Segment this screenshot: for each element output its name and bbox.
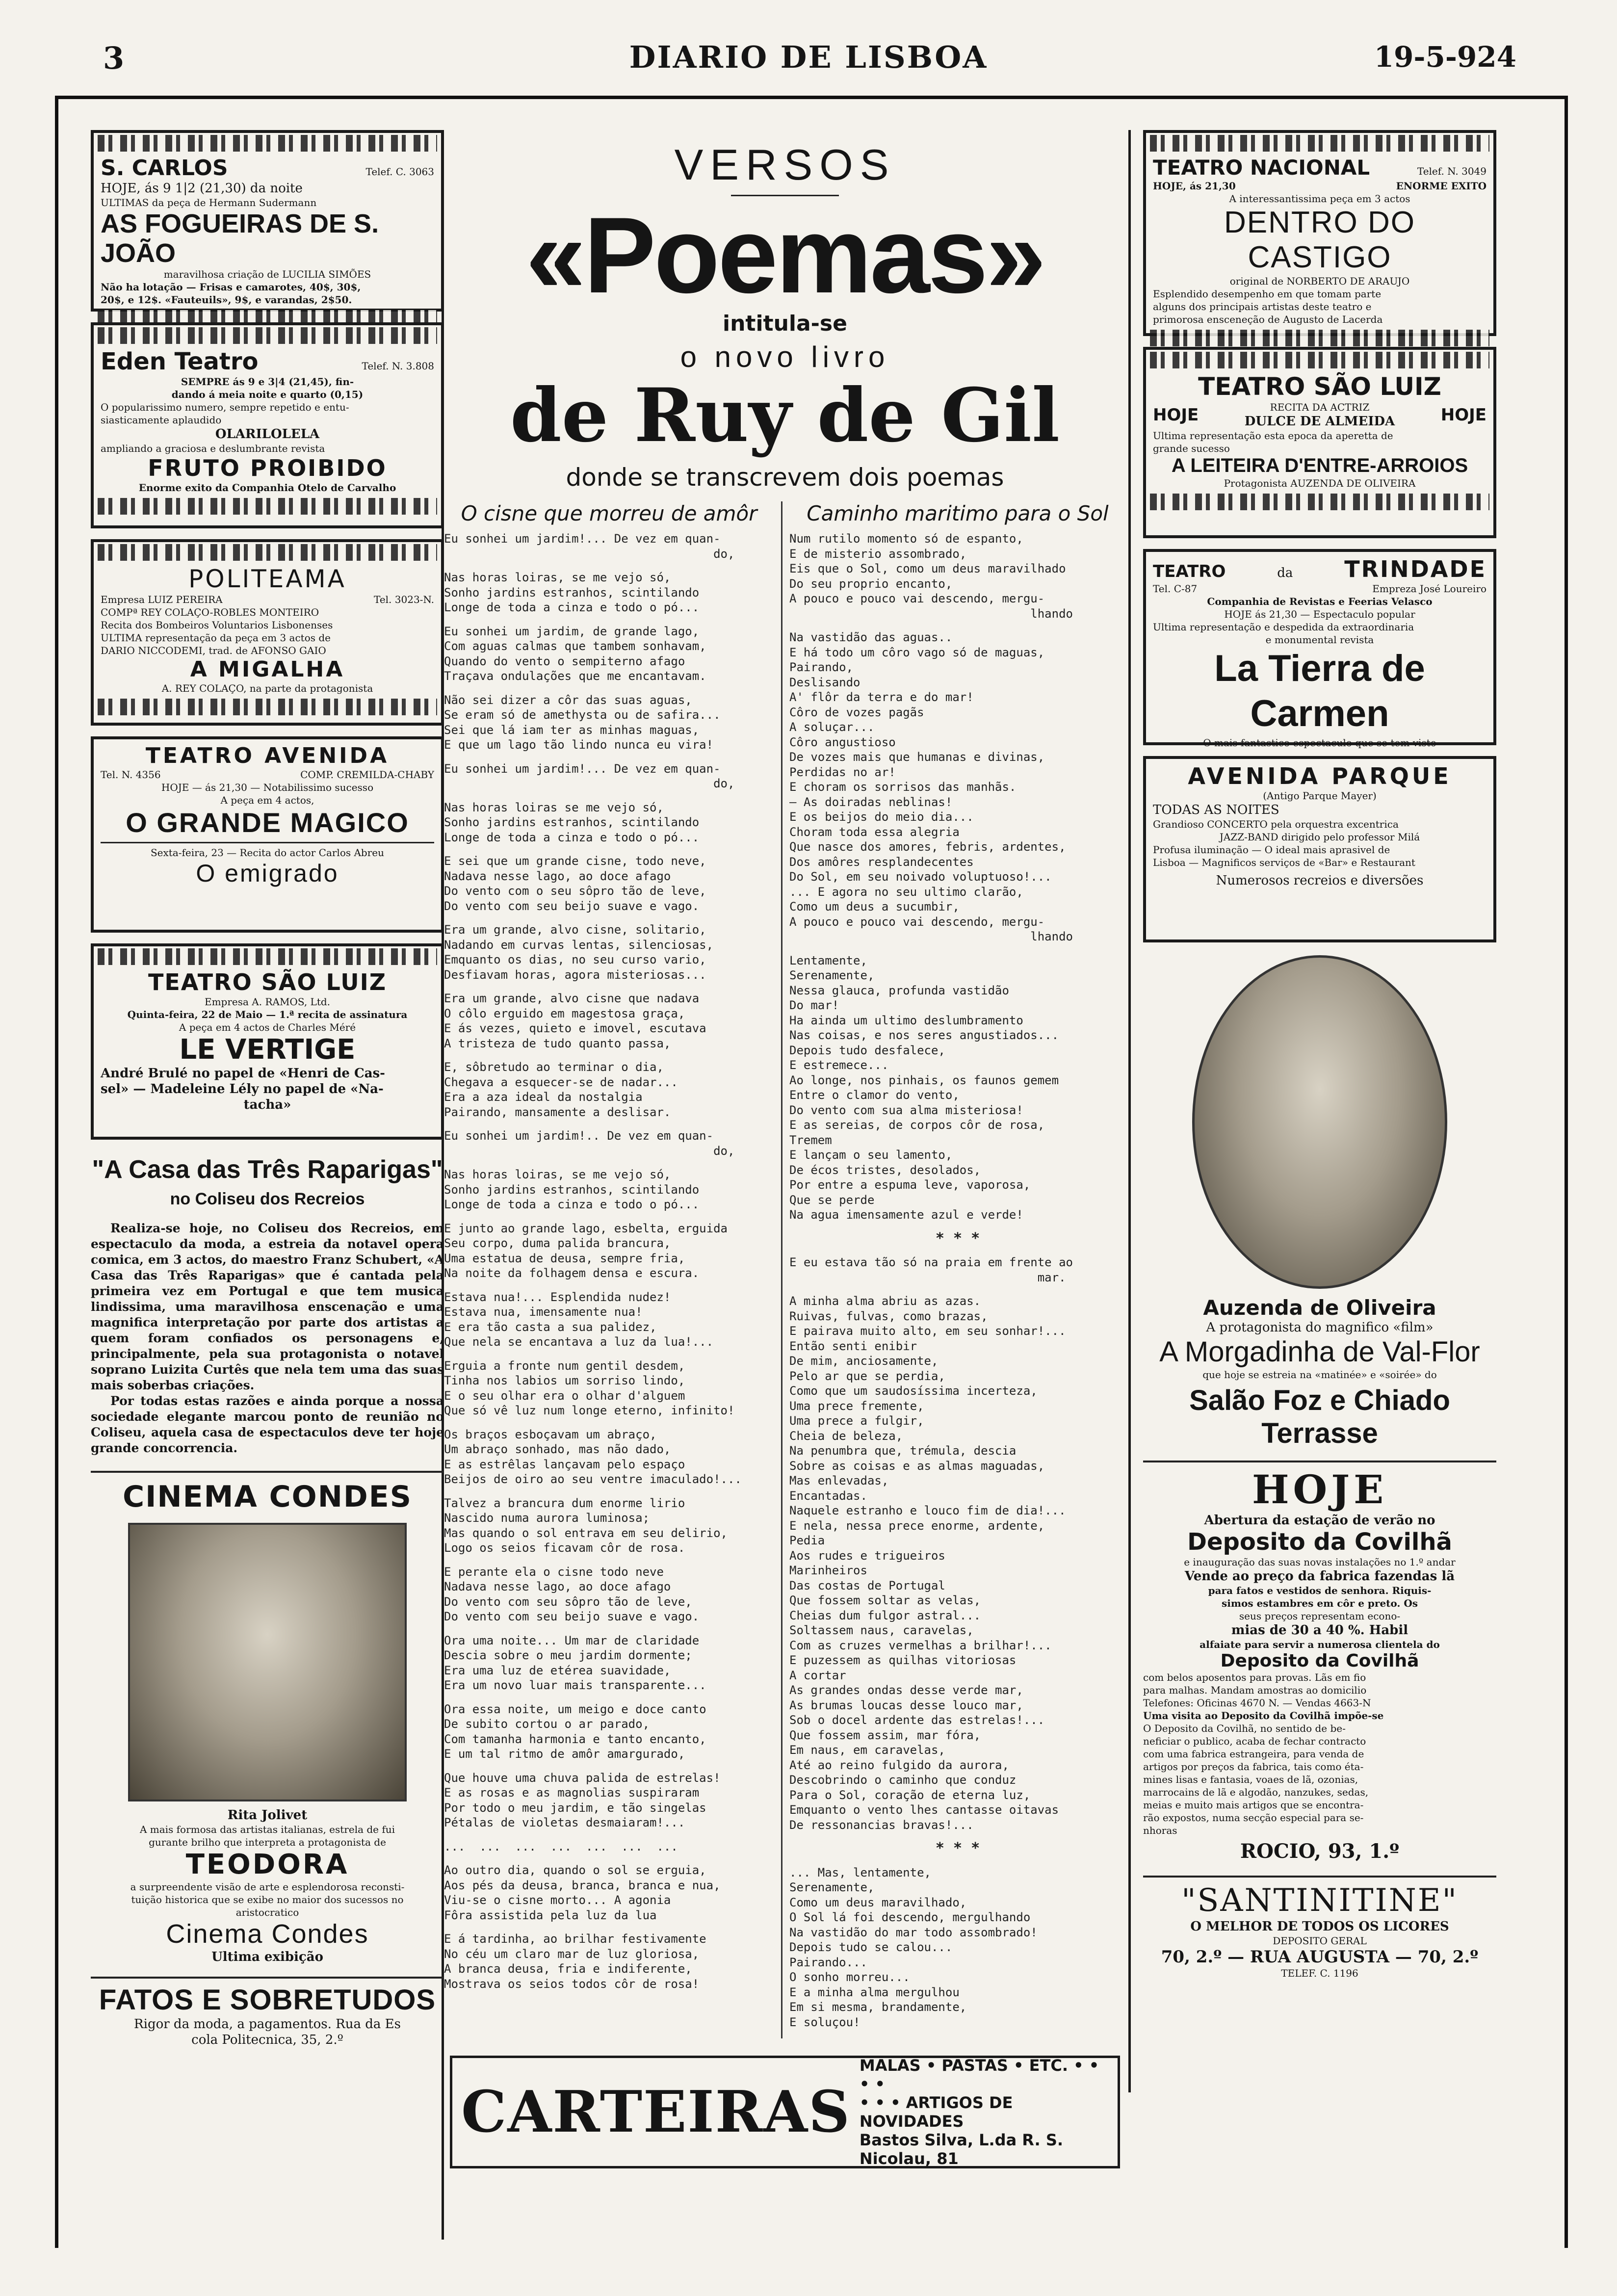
- ad-text: com uma fabrica estrangeira, para venda de: [1143, 1748, 1364, 1760]
- theatre-name: TEATRO: [1153, 562, 1226, 581]
- poem-stanza: Nas horas loiras, se me vejo só, Sonho jardins estranhos, scintilando Longe de toda a cinza e todo o pó...: [444, 1168, 700, 1211]
- actress-photo: [128, 1523, 407, 1801]
- ad-text: tuição historica que se exibe no maior dos sucessos no: [131, 1894, 404, 1905]
- store-name: Deposito da Covilhã: [1220, 1651, 1419, 1671]
- ad-text: dando á meia noite e quarto (0,15): [171, 389, 364, 400]
- poem-stanza: Eu sonhei um jardim!... De vez em quan- do,: [444, 532, 735, 561]
- ad-text: COMPª REY COLAÇO-ROBLES MONTEIRO: [101, 606, 319, 618]
- poem-stanza: E sei que um grande cisne, todo neve, Nadava nesse lago, ao doce afago Do vento com o seu sôpro tão de leve, Do vento com seu beijo suave e vago.: [444, 854, 706, 913]
- decorative-border: [98, 327, 437, 344]
- decorative-border: [1150, 494, 1489, 510]
- ad-text: HOJE ás 21,30 — Espectaculo popular: [1224, 608, 1415, 620]
- ad-heading: HOJE: [1252, 1466, 1388, 1513]
- theatre-name: TEATRO AVENIDA: [145, 743, 390, 768]
- ad-text: Esplendido desempenho em que tomam parte: [1153, 288, 1382, 300]
- ad-text: para malhas. Mandam amostras ao domicilio: [1143, 1684, 1367, 1696]
- ad-text: TODAS AS NOITES: [1153, 803, 1279, 817]
- ad-text: TELEF. C. 1196: [1281, 1967, 1358, 1979]
- article-paragraph: Por todas estas razões e ainda porque a nossa sociedade elegante marcou ponto de reunião no Coliseu, aquela casa de espectaculos deve ter hoje grande concorrencia.: [91, 1394, 444, 1455]
- ad-text: O popularissimo numero, sempre repetido e entu-: [101, 401, 349, 413]
- poem-title: O cisne que morreu de amôr: [461, 501, 757, 525]
- phone: Tel. N. 4356: [101, 769, 161, 781]
- venue-name: AVENIDA PARQUE: [1188, 763, 1452, 789]
- phone: Telef. C. 3063: [365, 166, 434, 178]
- book-title: «Poemas»: [525, 195, 1044, 315]
- ad-text: Ultima representação e despedida da extraordinaria: [1153, 621, 1414, 633]
- play-title: LE VERTIGE: [179, 1034, 356, 1066]
- poem-stanza: Ora uma noite... Um mar de claridade Descia sobre o meu jardim dormente; Era uma luz de etérea suavidade, Era um novo luar mais transparente...: [444, 1633, 706, 1692]
- section-heading: VERSOS: [674, 140, 896, 189]
- showtime: HOJE, ás 9 1|2 (21,30) da noite: [101, 181, 303, 196]
- poems-area: [444, 501, 1126, 2038]
- article-paragraph: Realiza-se hoje, no Coliseu dos Recreios, em espectaculo da moda, a estreia da notavel opera comica, em 3 actos, do maestro Franz Schubert, «A Casa das Três Raparigas» que é cantada pela primeira vez em Portugal e que tem musica lindissima, uma maravilhosa enscenação e uma magnifica interpretação por parte dos artistas a quem foram confiados os personagens e, principalmente, pela sua protagonista o notavel soprano Luizita Curtês que nela tem uma das suas mais soberbas criações.: [91, 1221, 444, 1392]
- poem-stanza: Eu sonhei um jardim!.. De vez em quan- do,: [444, 1129, 735, 1158]
- ad-text: A. REY COLAÇO, na parte da protagonista: [161, 682, 373, 694]
- ad-text: SEMPRE ás 9 e 3|4 (21,45), fin-: [181, 376, 354, 388]
- poem-body: [789, 531, 1126, 2030]
- ad-text: Abertura da estação de verão no: [1204, 1513, 1435, 1528]
- ad-text: Quinta-feira, 22 de Maio — 1.ª recita de assinatura: [127, 1009, 408, 1020]
- ad-text: A protagonista do magnifico «film»: [1206, 1320, 1434, 1335]
- ad-text: cola Politecnica, 35, 2.º: [191, 2033, 343, 2047]
- poem-stanza: Ora essa noite, um meigo e doce canto De subito cortou o ar parado, Com tamanha harmonia e tanto encanto, E um tal ritmo de amôr amargurado,: [444, 1702, 706, 1761]
- ad-text: artigos por preços da fabrica, tais como éta-: [1143, 1761, 1364, 1773]
- poem-stanza: * * *: [935, 1229, 980, 1247]
- ad-text: A interessantissima peça em 3 actos: [1229, 193, 1410, 205]
- poem-body: [444, 531, 774, 1991]
- poem-stanza: A minha alma abriu as azas. Ruivas, fulvas, como brazas, E pairava muito alto, em seu sonhar!... Então senti enibir De mim, anciosamente, Pelo ar que se perdia, Como que um saudosíssima incerteza, Uma prece fremente, Uma prece a fulgir, Cheia de beleza, Na penumbra que, trémula, descia Sobre as coisas e as almas maguadas, Mas enlevadas, Encantadas. Naquele estranho e louco fim de dia!... E nela, nessa prece enorme, ardente, Pedia Aos rudes e trigueiros Marinheiros Das costas de Portugal Que fossem soltar as velas, Cheias dum fulgor astral... Soltassem naus, caravelas, Com as cruzes vermelhas a brilhar!... E puzessem as quilhas vitoriosas A cortar As grandes ondas desse verde mar, As brumas loucas desse louco mar, Sob o docel ardente das estrelas!... Que fossem assim, mar fóra, Em naus, em caravelas, Até ao reino fulgido da aurora, Descobrindo o caminho que conduz Para o Sol, coração de eterna luz, Emquanto o vento lhes cantasse oitavas De ressonancias bravas!...: [789, 1294, 1066, 1832]
- subtitle: o novo livro: [680, 340, 890, 373]
- ad-text: mias de 30 a 40 %. Habil: [1231, 1623, 1408, 1638]
- ad-text: aristocratico: [235, 1906, 299, 1918]
- decorative-border: [1150, 352, 1489, 368]
- ad-text: Enorme exito da Companhia Otelo de Carvalho: [138, 482, 396, 494]
- ad-text: maravilhosa criação de LUCILIA SIMÕES: [163, 268, 371, 280]
- ad-text: Empresa LUIZ PEREIRA: [101, 594, 223, 605]
- poem-stanza: E perante ela o cisne todo neve Nadava nesse lago, ao doce afago Do vento com seu sôpro tão de leve, Do vento com seu beijo suave e vago.: [444, 1565, 700, 1623]
- poem-stanza: Nas horas loiras se me vejo só, Sonho jardins estranhos, scintilando Longe de toda a cinza e todo o pó...: [444, 800, 700, 844]
- ad-text: alfaiate para servir a numerosa clientela do: [1200, 1639, 1440, 1650]
- ad-text: HOJE: [1153, 405, 1199, 425]
- ad-text: DEPOSITO GERAL: [1273, 1935, 1367, 1947]
- showtime: HOJE, ás 21,30: [1153, 180, 1236, 192]
- issue-date: 19-5-924: [1374, 40, 1516, 74]
- ad-title: FATOS E SOBRETUDOS: [99, 1984, 436, 2016]
- artist-name: OLARILOLELA: [215, 427, 320, 442]
- ad-text: ULTIMA representação da peça em 3 actos de: [101, 632, 331, 644]
- ad-text: COMP. CREMILDA-CHABY: [300, 769, 434, 781]
- divider: [101, 842, 434, 843]
- ad-text: Ultima exibição: [211, 1950, 323, 1964]
- theatre-name: POLITEAMA: [188, 565, 346, 593]
- cinema-name: CINEMA CONDES: [123, 1480, 412, 1514]
- benefit-block: [1199, 401, 1441, 429]
- ad-s-carlos: [91, 130, 444, 312]
- poem-stanza: Talvez a brancura dum enorme lirio Nascido numa aurora luminosa; Mas quando o sol entrava em seu delirio, Logo os seios ficavam côr de rosa.: [444, 1496, 728, 1555]
- play-title: O emigrado: [196, 860, 339, 887]
- theatre-name: TEATRO SÃO LUIZ: [148, 969, 387, 995]
- poem-stanza: Era um grande, alvo cisne que nadava O côlo erguido em magestosa graça, E ás vezes, quieto e imovel, escutava A tristeza de tudo quanto passa,: [444, 991, 706, 1050]
- ad-text: DARIO NICCODEMI, trad. de AFONSO GAIO: [101, 645, 326, 656]
- poem-title: Caminho maritimo para o Sol: [807, 501, 1109, 525]
- ad-text: gurante brilho que interpreta a protagonista de: [149, 1836, 386, 1848]
- ad-text: O MELHOR DE TODOS OS LICORES: [1190, 1919, 1449, 1934]
- ad-text: com belos aposentos para provas. Lãs em fio: [1143, 1671, 1366, 1683]
- phone: Telef. N. 3049: [1417, 165, 1487, 177]
- store-address: ROCIO, 93, 1.º: [1240, 1840, 1400, 1863]
- ad-teatro-sao-luiz: [91, 943, 444, 1140]
- poem-stanza: Num rutilo momento só de espanto, E de misterio assombrado, Eis que o Sol, como um deus maravilhado Do seu proprio encanto, A pouco e pouco vai descendo, mergu- lhando: [789, 532, 1073, 621]
- theatre-name: da: [1277, 566, 1293, 580]
- ad-text: marrocains de lã e algodão, nanzukes, sedas,: [1143, 1786, 1369, 1798]
- poem-stanza: E á tardinha, ao brilhar festivamente No céu um claro mar de luz gloriosa, A branca deusa, fria e indiferente, Mostrava os seios todos côr de rosa!: [444, 1932, 706, 1991]
- actress-name: Auzenda de Oliveira: [1203, 1296, 1436, 1320]
- article-title: "A Casa das Três Raparigas": [92, 1155, 443, 1184]
- ad-text: (Antigo Parque Mayer): [1263, 790, 1377, 802]
- poem-stanza: Lentamente, Serenamente, Nessa glauca, profunda vastidão Do mar! Ha ainda um ultimo deslumbramento Nas coisas, e nos seres angustiados... Depois tudo desfalece, E estremece... Ao longe, nos pinhais, os faunos gemem Entre o clamor do vento, Do vento com sua alma misteriosa! E as sereias, de corpos côr de rosa, Tremem E lançam o seu lamento, De écos tristes, desolados, Por entre a espuma leve, vaporosa, Que se perde Na agua imensamente azul e verde!: [789, 953, 1059, 1222]
- ad-text: O Deposito da Covilhã, no sentido de be-: [1143, 1722, 1346, 1734]
- phone: Telef. N. 3.808: [362, 360, 434, 372]
- ad-text: tacha»: [243, 1097, 291, 1112]
- ad-text: Sexta-feira, 23 — Recita do actor Carlos Abreu: [150, 847, 385, 859]
- ad-teatro-nacional: [1143, 130, 1496, 336]
- ad-text: 20$, e 12$. «Fauteuils», 9$, e varandas, 2$50.: [101, 294, 352, 306]
- ad-text: Protagonista AUZENDA DE OLIVEIRA: [1224, 477, 1416, 489]
- ad-text: que hoje se estreia na «matinée» e «soirée» do: [1202, 1369, 1437, 1381]
- ad-text: Ultima representação esta epoca da aperetta de: [1153, 430, 1393, 442]
- ad-teatro-avenida: [91, 736, 444, 933]
- phone: Tel. C-87: [1153, 583, 1198, 595]
- ad-details: [860, 2056, 1109, 2168]
- ad-text: ENORME EXITO: [1396, 180, 1487, 192]
- ad-politeama: [91, 539, 444, 726]
- play-title: DENTRO DO CASTIGO: [1224, 206, 1415, 274]
- theatre-name: S. CARLOS: [101, 156, 228, 181]
- play-title: A MIGALHA: [190, 657, 345, 682]
- theatre-name: TEATRO NACIONAL: [1153, 156, 1370, 180]
- ad-text: Uma visita ao Deposito da Covilhã impõe-se: [1143, 1710, 1384, 1722]
- play-title: O GRANDE MAGICO: [126, 807, 409, 838]
- page-number: 3: [103, 40, 125, 76]
- article-subtitle: no Coliseu dos Recreios: [170, 1190, 365, 1208]
- film-title: TEODORA: [185, 1849, 349, 1880]
- ad-text: ampliando a graciosa e deslumbrante revista: [101, 443, 325, 454]
- ad-text: A peça em 4 actos,: [220, 794, 314, 806]
- photo-caption: Rita Jolivet: [227, 1808, 308, 1823]
- column-rule-right: [1128, 130, 1131, 2092]
- ad-text: A peça em 4 actos de Charles Méré: [179, 1021, 356, 1033]
- ad-text: seus preços representam econo-: [1239, 1610, 1401, 1622]
- ad-text: rão expostos, numa secção especial para se-: [1143, 1812, 1364, 1824]
- actress-name: DULCE DE ALMEIDA: [1244, 414, 1395, 429]
- ad-text: HOJE — ás 21,30 — Notabilissimo sucesso: [161, 782, 374, 793]
- poem-stanza: Na vastidão das aguas.. E há todo um côro vago só de maguas, Pairando, Deslisando A' flôr da terra e do mar! Côro de vozes pagãs A soluçar... Côro angustioso De vozes mais que humanas e divinas, Perdidas no ar! E choram os sorrisos das manhãs. — As doiradas neblinas! E os beijos do meio dia... Choram toda essa alegria Que nasce dos amores, febris, ardentes, Dos amôres resplandecentes Do Sol, em seu noivado voluptuoso!... ... E agora no seu ultimo clarão, Como um deus a sucumbir, A pouco e pouco vai descendo, mergu- lhando: [789, 630, 1073, 943]
- theatre-name: Eden Teatro: [101, 348, 259, 375]
- ad-text: e inauguração das suas novas instalações no 1.º andar: [1184, 1556, 1456, 1568]
- ad-deposito-covilha: [1143, 1461, 1496, 1863]
- film-title: A Morgadinha de Val-Flor: [1159, 1336, 1480, 1368]
- ad-text: MALAS • PASTAS • ETC. • • • •: [859, 2056, 1099, 2093]
- ad-text: sel» — Madeleine Lély no papel de «Na-: [101, 1082, 384, 1096]
- ad-fatos-sobretudos: [91, 1977, 444, 2048]
- ad-text: nhoras: [1143, 1825, 1177, 1836]
- ad-text: meias e muito mais artigos que se encontra-: [1143, 1799, 1364, 1811]
- poem-stanza: E, sôbretudo ao terminar o dia, Chegava a esquecer-se de nadar... Era a aza ideal da nostalgia Pairando, mansamente a deslisar.: [444, 1060, 678, 1119]
- poem-cisne: [444, 501, 782, 2038]
- ad-text: primorosa ensceneção de Augusto de Lacerda: [1153, 313, 1383, 325]
- ad-text: A mais formosa das artistas italianas, estrela de fui: [139, 1824, 395, 1835]
- decorative-border: [1150, 135, 1489, 152]
- ad-text: alguns dos principais artistas deste teatro e: [1153, 301, 1372, 313]
- article-casa-tres-raparigas: [91, 1154, 444, 1456]
- ad-title: CARTEIRAS: [461, 2079, 851, 2145]
- ad-text: siasticamente aplaudido: [101, 414, 222, 426]
- decorative-border: [1150, 330, 1489, 346]
- decorative-border: [98, 544, 437, 561]
- poem-stanza: E junto ao grande lago, esbelta, erguida Seu corpo, duma palida brancura, Uma estatua de deusa, sempre fria, Na noite da folhagem densa e escura.: [444, 1221, 728, 1280]
- poem-stanza: Não sei dizer a côr das suas aguas, Se eram só de amethysta ou de safira... Sei que lá iam ter as minhas maguas, E que um lago tão lindo nunca eu vira!: [444, 693, 721, 752]
- ad-text: André Brulé no papel de «Henri de Cas-: [101, 1066, 385, 1081]
- intro-line: donde se transcrevem dois poemas: [566, 463, 1004, 492]
- decorative-border: [98, 498, 437, 515]
- ad-text: Recita dos Bombeiros Voluntarios Lisbonenses: [101, 619, 333, 631]
- ad-text: Empresa A. RAMOS, Ltd.: [204, 996, 331, 1008]
- ad-text: e monumental revista: [1265, 634, 1374, 646]
- theatre-name: TEATRO SÃO LUIZ: [1198, 372, 1441, 401]
- ad-text: Grandioso CONCERTO pela orquestra excentrica: [1153, 818, 1399, 830]
- ad-text: Telefones: Oficinas 4670 N. — Vendas 4663-N: [1143, 1697, 1371, 1709]
- poem-stanza: E eu estava tão só na praia em frente ao mar.: [789, 1255, 1073, 1284]
- venue-name: Cinema Condes: [166, 1919, 369, 1949]
- ad-text: Não ha lotação — Frisas e camarotes, 40$, 30$,: [101, 281, 361, 293]
- poem-stanza: Eu sonhei um jardim!... De vez em quan- do,: [444, 761, 735, 790]
- poem-stanza: * * *: [935, 1840, 980, 1857]
- play-title: AS FOGUEIRAS DE S. JOÃO: [101, 209, 379, 268]
- ad-text: Vende ao preço da fabrica fazendas lã: [1184, 1569, 1455, 1584]
- ad-teatro-trindade: [1143, 549, 1496, 749]
- ad-cinema-condes: [91, 1471, 444, 1965]
- ad-text: neficiar o publico, acaba de fechar contracto: [1143, 1735, 1366, 1747]
- play-title: FRUTO PROIBIDO: [148, 455, 387, 481]
- newspaper-title: DIARIO DE LISBOA: [629, 39, 988, 75]
- ad-text: Companhia de Revistas e Feerias Velasco: [1207, 596, 1433, 607]
- ad-text: Empreza José Loureiro: [1372, 583, 1487, 595]
- poem-stanza: Ao outro dia, quando o sol se erguia, Aos pés da deusa, branca, branca e nua, Viu-se o cisne morto... A agonia Fôra assistida pela luz da lua: [444, 1863, 721, 1922]
- ad-teatro-sao-luiz-right: [1143, 347, 1496, 538]
- ad-avenida-parque: [1143, 756, 1496, 942]
- decorative-border: [98, 699, 437, 715]
- poem-stanza: ... Mas, lentamente, Serenamente, Como um deus maravilhado, O Sol lá foi descendo, mergulhando Na vastidão do mar todo assombrado! Depois tudo se calou... Pairando... O sonho morreu... E a minha alma mergulhou Em si mesma, brandamente, E soluçou!: [789, 1865, 1038, 2029]
- ad-text: RECITA DA ACTRIZ: [1270, 401, 1370, 413]
- masthead: [0, 0, 1617, 93]
- author-name: de Ruy de Gil: [510, 372, 1060, 459]
- poem-stanza: Era um grande, alvo cisne, solitario, Nadando em curvas lentas, silenciosas, Emquanto os dias, no seu curso vario, Desfiavam horas, agora misteriosas...: [444, 923, 714, 982]
- ad-auzenda-oliveira: [1143, 955, 1496, 1450]
- actress-portrait: [1192, 955, 1447, 1289]
- poem-stanza: Estava nua!... Esplendida nudez! Estava nua, imensamente nua! E era tão casta a sua palidez, Que nela se encantava a luz da lua!...: [444, 1290, 714, 1349]
- subtitle: intitula-se: [723, 311, 847, 336]
- ad-text: Bastos Silva, L.da R. S. Nicolau, 81: [859, 2131, 1064, 2168]
- ad-carteiras: [450, 2056, 1120, 2168]
- poem-stanza: Erguia a fronte num gentil desdem, Tinha nos labios um sorriso lindo, E o seu olhar era o olhar d'alguem Que só vê luz num longe eterno, infinito!: [444, 1358, 735, 1417]
- ad-text: • • • ARTIGOS DE NOVIDADES: [859, 2093, 1013, 2131]
- poem-stanza: Eu sonhei um jardim, de grande lago, Com aguas calmas que tambem sonhavam, Quando do vento o sempiterno afago Traçava ondulações que me encantavam.: [444, 624, 706, 683]
- theatre-name: TRINDADE: [1344, 556, 1487, 582]
- ad-text: mines lisas e fantasia, voaes de lã, ozonias,: [1143, 1774, 1358, 1785]
- store-name: Deposito da Covilhã: [1187, 1528, 1452, 1556]
- ad-text: Rigor da moda, a pagamentos. Rua da Es: [134, 2017, 401, 2032]
- ad-text: JAZZ-BAND dirigido pelo professor Milá: [1219, 831, 1420, 843]
- ad-text: simos estambres em côr e preto. Os: [1221, 1597, 1418, 1609]
- phone: Tel. 3023-N.: [374, 594, 434, 605]
- ad-text: original de NORBERTO DE ARAUJO: [1229, 275, 1410, 287]
- ad-santinitine: [1143, 1876, 1496, 1980]
- ad-text: Lisboa — Magnificos serviços de «Bar» e Restaurant: [1153, 857, 1415, 868]
- poem-stanza: Nas horas loiras, se me vejo só, Sonho jardins estranhos, scintilando Longe de toda a cinza e todo o pó...: [444, 571, 700, 614]
- venue-name: Salão Foz e Chiado Terrasse: [1189, 1384, 1450, 1449]
- left-column: [91, 130, 444, 2048]
- ad-text: ULTIMAS da peça de Hermann Sudermann: [101, 197, 317, 209]
- center-column: [444, 130, 1126, 2168]
- play-title: La Tierra de Carmen: [1214, 648, 1425, 734]
- play-title: A LEITEIRA D'ENTRE-ARROIOS: [1171, 455, 1468, 476]
- poem-stanza: Que houve uma chuva palida de estrelas! E as rosas e as magnolias suspiraram Por todo o meu jardim, e tão singelas Pétalas de violetas desmaiaram!...: [444, 1771, 721, 1829]
- decorative-border: [98, 948, 437, 965]
- product-name: "SANTINITINE": [1181, 1882, 1458, 1919]
- poem-stanza: Os braços esboçavam um abraço, Um abraço sonhado, mas não dado, E as estrêlas lançavam pelo espaço Beijos de oiro ao seu ventre imaculado!...: [444, 1427, 742, 1486]
- poem-stanza: ... ... ... ... ... ... ...: [444, 1839, 678, 1853]
- ad-text: para fatos e vestidos de senhora. Riquis-: [1208, 1585, 1432, 1596]
- ad-text: Numerosos recreios e diversões: [1216, 873, 1424, 888]
- ad-text: Profusa iluminação — O ideal mais aprasivel de: [1153, 844, 1390, 856]
- right-column: [1143, 130, 1496, 1980]
- ad-eden-teatro: [91, 322, 444, 528]
- poem-caminho: [782, 501, 1126, 2038]
- decorative-border: [98, 135, 437, 152]
- ad-text: O mais fantastico espectaculo que se tem visto: [1203, 737, 1436, 749]
- ad-text: HOJE: [1440, 405, 1487, 425]
- ad-text: grande sucesso: [1153, 443, 1230, 454]
- ad-text: a surpreendente visão de arte e esplendorosa reconsti-: [130, 1881, 405, 1893]
- ad-text: 70, 2.º — RUA AUGUSTA — 70, 2.º: [1161, 1947, 1479, 1967]
